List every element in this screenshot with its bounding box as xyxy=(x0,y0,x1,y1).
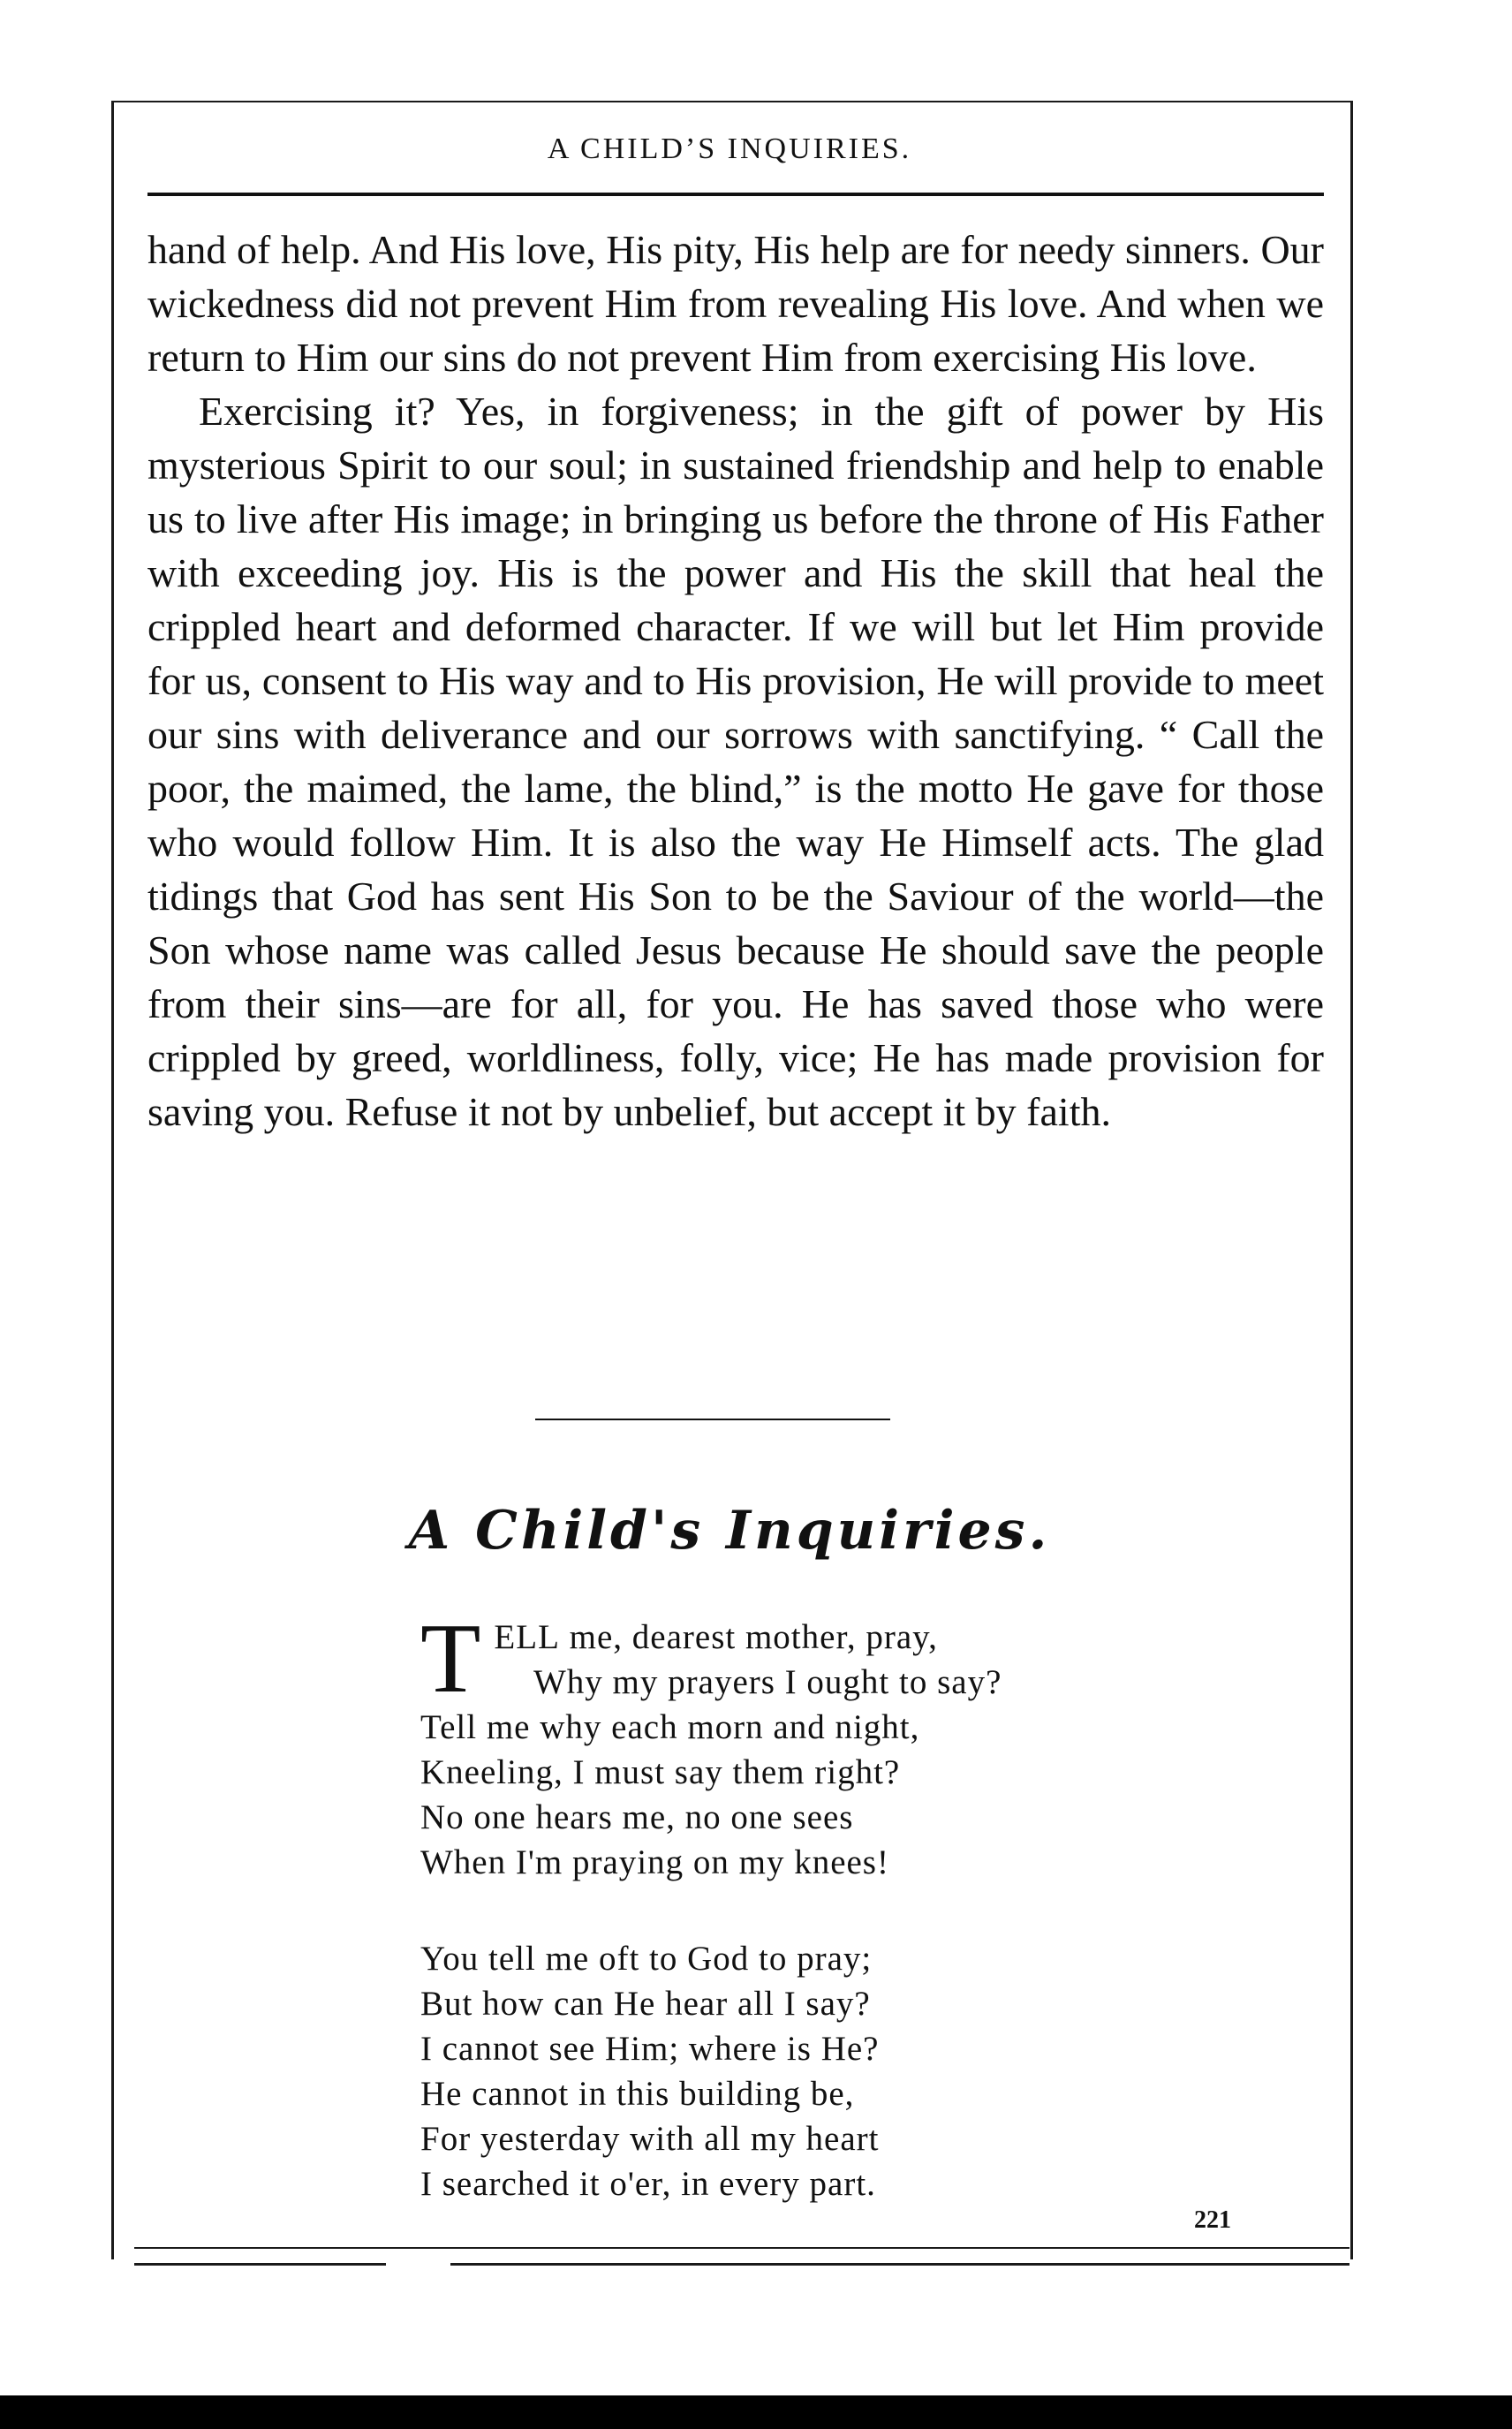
poem-line: When I'm praying on my knees! xyxy=(420,1843,889,1881)
poem-line: Why my prayers I ought to say? xyxy=(533,1663,1002,1701)
stanza xyxy=(420,1936,1215,2206)
poem-line: You tell me oft to God to pray; xyxy=(420,1940,873,1978)
stanza xyxy=(420,1604,1215,1885)
section-divider xyxy=(535,1419,890,1420)
poem-line: I cannot see Him; where is He? xyxy=(420,2030,880,2068)
running-head: A CHILD’S INQUIRIES. xyxy=(547,132,912,165)
poem-title: A Child's Inquiries. xyxy=(408,1500,1051,1562)
poem-line: Tell me why each morn and night, xyxy=(420,1708,920,1746)
small-caps-word: ELL xyxy=(494,1618,560,1656)
drop-cap: T xyxy=(420,1604,482,1714)
prose-paragraph: hand of help. And His love, His pity, His help are for needy sinners. Our wickedness did not prevent Him from revealing His love. And when we return to Him our sins do not prevent Him from exercising His love. xyxy=(147,227,1324,380)
prose-body xyxy=(147,223,1324,1139)
poem-line-text: me, dearest mother, pray, xyxy=(559,1618,938,1656)
scan-edge xyxy=(0,2395,1512,2429)
poem-line: No one hears me, no one sees xyxy=(420,1798,854,1836)
poem-line: For yesterday with all my heart xyxy=(420,2120,880,2158)
poem-line: He cannot in this building be, xyxy=(420,2075,855,2113)
poem xyxy=(420,1604,1215,2258)
header-rule xyxy=(147,193,1324,196)
page-number: 221 xyxy=(1194,2206,1231,2234)
poem-line: I searched it o'er, in every part. xyxy=(420,2165,876,2203)
poem-line xyxy=(420,1615,1215,1660)
frame-bottom-rule-right xyxy=(450,2263,1349,2266)
poem-line: But how can He hear all I say? xyxy=(420,1985,871,2023)
poem-line: Kneeling, I must say them right? xyxy=(420,1753,901,1791)
prose-paragraph: Exercising it? Yes, in forgiveness; in the gift of power by His mysterious Spirit to our soul; in sustained friendship and help to enable us to live after His image; in bringing us before the throne of His Father with exceeding joy. His is the power and His the skill that heal the crippled heart and deformed character. If we will but let Him provide for us, consent to His way and to His provision, He will provide to meet our sins with deliverance and our sorrows with sanctifying. “ Call the poor, the maimed, the lame, the blind,” is the motto He gave for those who would follow Him. It is also the way He Himself acts. The glad tidings that God has sent His Son to be the Saviour of the world—the Son whose name was called Jesus because He should save the people from their sins—are for all, for you. He has saved those who were crippled by greed, worldliness, folly, vice; He has made provision for saving you. Refuse it not by unbelief, but accept it by faith. xyxy=(147,389,1324,1134)
frame-bottom-rule-left xyxy=(134,2263,386,2266)
